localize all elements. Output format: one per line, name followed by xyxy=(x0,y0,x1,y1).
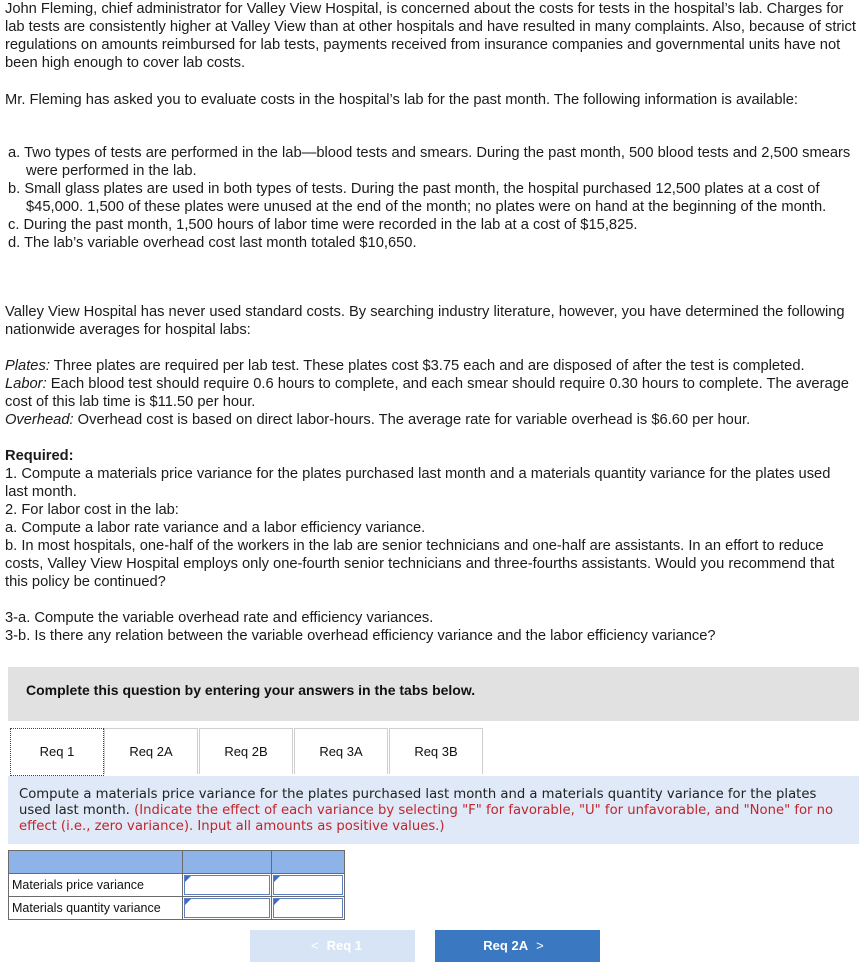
quantity-variance-amount-input[interactable] xyxy=(184,898,270,918)
tab-req-3b[interactable]: Req 3B xyxy=(389,728,483,774)
required-2a: a. Compute a labor rate variance and a labor efficiency variance. xyxy=(5,520,426,536)
instruction-note: (Indicate the effect of each variance by selecting "F" for favorable, "U" for unfavorable, and "None" for no effect (i.e., zero variance). Input all amounts as positive values.) xyxy=(19,803,834,834)
price-variance-effect-cell xyxy=(272,874,345,897)
next-req-button[interactable] xyxy=(435,930,600,962)
required-section xyxy=(5,447,857,645)
intro-paragraph-1: John Fleming, chief administrator for Valley View Hospital, is concerned about the costs for tests in the hospital’s lab. Charges for lab tests are consistently higher at Valley View than at other hospitals and have resulted in many complaints. Also, because of strict regulations on amounts reimbursed for lab tests, payments received from insurance companies and governmental units have not been high enough to cover lab costs. xyxy=(5,1,856,71)
required-1: 1. Compute a materials price variance for the plates purchased last month and a materials quantity variance for the plates used last month. xyxy=(5,466,831,500)
required-heading: Required: xyxy=(5,448,74,464)
labor-label: Labor: xyxy=(5,376,47,392)
tab-req-1[interactable]: Req 1 xyxy=(10,728,104,776)
prev-req-button[interactable] xyxy=(250,930,415,962)
price-variance-effect-select[interactable] xyxy=(273,875,343,895)
quantity-variance-effect-select[interactable] xyxy=(273,898,343,918)
price-variance-amount-cell xyxy=(183,874,272,897)
table-header-amount xyxy=(183,851,272,874)
complete-question-banner xyxy=(8,667,859,721)
tab-req-2a[interactable]: Req 2A xyxy=(104,728,198,774)
variance-answer-table xyxy=(8,850,345,920)
tab-req-3a[interactable]: Req 3A xyxy=(294,728,388,774)
intro-paragraph-2: Mr. Fleming has asked you to evaluate costs in the hospital’s lab for the past month. The following information is available: xyxy=(5,92,799,108)
next-req-label: Req 2A xyxy=(483,938,529,953)
chevron-right-icon: > xyxy=(536,938,544,953)
quantity-variance-amount-cell xyxy=(183,897,272,920)
required-2: 2. For labor cost in the lab: xyxy=(5,502,179,518)
table-header-label xyxy=(9,851,183,874)
standards-intro-text: Valley View Hospital has never used standard costs. By searching industry literature, however, you have determined the following nationwide averages for hospital labs: xyxy=(5,304,845,338)
instruction-panel xyxy=(8,776,859,844)
spacer xyxy=(5,591,857,609)
instruction-main: Compute a materials price variance for the plates purchased last month and a materials quantity variance for the plates used last month. xyxy=(19,787,817,818)
standard-plates xyxy=(5,357,863,375)
standards-intro xyxy=(5,303,857,339)
tab-req-2b[interactable]: Req 2B xyxy=(199,728,293,774)
intro-section xyxy=(5,0,860,72)
row-label-quantity: Materials quantity variance xyxy=(9,897,183,920)
overhead-label: Overhead: xyxy=(5,412,74,428)
table-row xyxy=(9,874,345,897)
intro-paragraph-2-wrap xyxy=(5,91,860,109)
table-row xyxy=(9,897,345,920)
required-3a: 3-a. Compute the variable overhead rate and efficiency variances. xyxy=(5,610,434,626)
row-label-price: Materials price variance xyxy=(9,874,183,897)
chevron-left-icon: < xyxy=(311,938,319,953)
plates-text: Three plates are required per lab test. These plates cost $3.75 each and are disposed of after the test is completed. xyxy=(49,358,805,374)
price-variance-amount-input[interactable] xyxy=(184,875,270,895)
standard-labor xyxy=(5,375,863,411)
standards-section xyxy=(5,357,863,429)
required-3b: 3-b. Is there any relation between the variable overhead efficiency variance and the labor efficiency variance? xyxy=(5,628,716,644)
quantity-variance-effect-cell xyxy=(272,897,345,920)
standard-overhead xyxy=(5,411,863,429)
fact-b: b. Small glass plates are used in both types of tests. During the past month, the hospital purchased 12,500 plates at a cost of $45,000. 1,500 of these plates were unused at the end of the month; no plates were on hand at the beginning of the month. xyxy=(8,181,827,215)
table-header-effect xyxy=(272,851,345,874)
labor-text: Each blood test should require 0.6 hours to complete, and each smear should require 0.30 hours to complete. The average cost of this lab time is $11.50 per hour. xyxy=(5,376,849,410)
fact-d: d. The lab’s variable overhead cost last month totaled $10,650. xyxy=(8,235,417,251)
fact-a: a. Two types of tests are performed in the lab—blood tests and smears. During the past month, 500 blood tests and 2,500 smears were performed in the lab. xyxy=(8,145,851,179)
required-2b: b. In most hospitals, one-half of the workers in the lab are senior technicians and one-half are assistants. In an effort to reduce costs, Valley View Hospital employs only one-fourth senior technicians and three-fourths assistants. Would you recommend that this policy be continued? xyxy=(5,538,835,590)
complete-question-text: Complete this question by entering your answers in the tabs below. xyxy=(26,682,476,698)
plates-label: Plates: xyxy=(5,358,50,374)
table-header-row xyxy=(9,851,345,874)
fact-c: c. During the past month, 1,500 hours of labor time were recorded in the lab at a cost of $15,825. xyxy=(8,217,638,233)
facts-list xyxy=(8,144,860,252)
overhead-text: Overhead cost is based on direct labor-hours. The average rate for variable overhead is $6.60 per hour. xyxy=(73,412,751,428)
prev-req-label: Req 1 xyxy=(326,938,362,953)
